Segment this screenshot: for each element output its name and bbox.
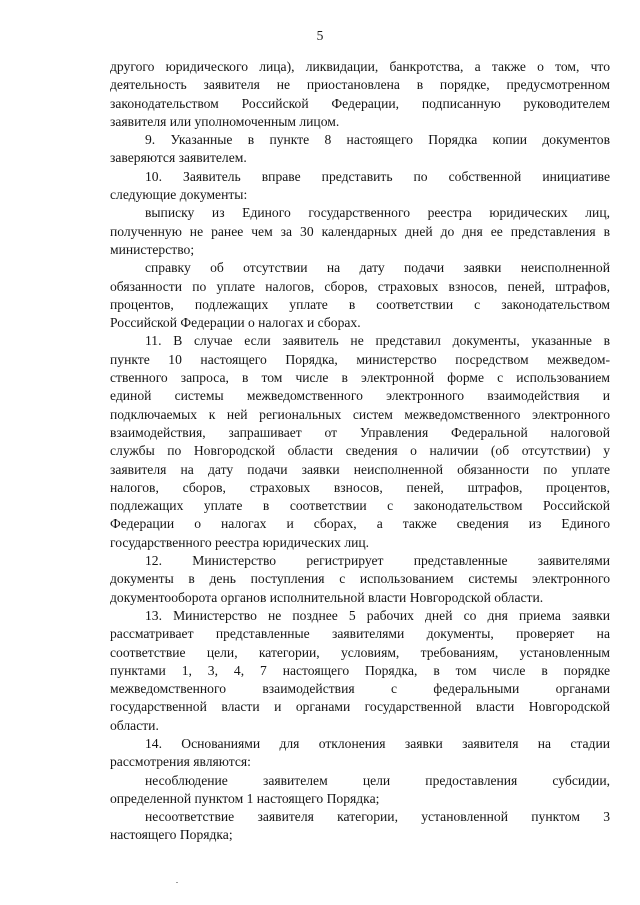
text-line: справку об отсутствии на дату подачи заявки неисполненной [145,260,610,276]
text-line: заявителя на дату подачи заявки неисполненной обязанности по уплате [110,461,610,477]
text-line: ственного запроса, в том числе в электронной форме с использованием [110,370,610,386]
text-line: подлежащих уплате в соответствии с законодательством Российской [110,498,610,514]
text-line: взаимодействия, запрашивает от Управления Федеральной налоговой [110,424,610,440]
text-line: подключаемых к ней региональных систем межведомственного электронного [110,406,610,422]
text-line: межведомственного взаимодействия с федеральными органами [110,681,610,697]
text-line: государственного реестра юридических лиц. [110,534,370,550]
text-line: рассмотрения являются: [110,754,251,770]
text-line: 13. Министерство не позднее 5 рабочих дней со дня приема заявки [145,607,610,623]
text-line: Российской Федерации о налогах и сборах. [110,315,361,331]
text-line: настоящего Порядка; [110,827,233,843]
text-line: соответствие цели, категории, условиям, требованиям, установленным [110,644,610,660]
text-line: процентов, подлежащих уплате в соответствии с законодательством [110,296,610,312]
text-line: налогов, сборов, страховых взносов, пеней, штрафов, процентов, [110,479,610,495]
text-line: заявителя или уполномоченным лицом. [110,113,340,129]
text-line: пункте 10 настоящего Порядка, министерство посредством межведом- [110,351,610,367]
text-line: службы по Новгородской области сведения о наличии (об отсутствии) у [110,443,610,459]
text-line: пунктами 1, 3, 4, 7 настоящего Порядка, в том числе в порядке [110,662,610,678]
text-line: Федерации о налогах и сборах, а также сведения из Единого [110,516,610,532]
text-line: области. [110,717,159,733]
text-line: законодательством Российской Федерации, подписанную руководителем [110,95,610,111]
text-line: 9. Указанные в пункте 8 настоящего Порядка копии документов [145,132,610,148]
page-number: 5 [316,28,324,43]
text-line: заверяются заявителем. [110,150,247,166]
text-line: обязанности по уплате налогов, сборов, страховых взносов, пеней, штрафов, [110,278,610,294]
text-line: несоответствие заявителя категории, установленной пунктом 3 [145,809,610,825]
text-line: 14. Основаниями для отклонения заявки заявителя на стадии [145,735,610,751]
text-line: документы в день поступления с использованием системы электронного [110,571,610,587]
text-line: определенной пунктом 1 настоящего Порядка; [110,790,380,806]
text-line: рассматривает представленные заявителями документы, проверяет на [110,626,610,642]
text-line: деятельность заявителя не приостановлена в порядке, предусмотренном [110,77,610,93]
text-line: государственной власти и органами государственной власти Новгородской [110,699,610,715]
text-line: 10. Заявитель вправе представить по собственной инициативе [145,168,610,184]
document-body [110,58,610,845]
text-line: единой системы межведомственного электронного взаимодействия и [110,388,610,404]
text-line: документооборота органов исполнительной власти Новгородской области. [110,589,544,605]
text-line: другого юридического лица), ликвидации, банкротства, а также о том, что [110,59,610,74]
text-line: 11. В случае если заявитель не представил документы, указанные в [145,333,610,349]
text-line: министерство; [110,241,195,257]
text-line: следующие документы: [110,187,248,203]
text-line: 12. Министерство регистрирует представленные заявителями [145,553,610,569]
text-line: полученную не ранее чем за 30 календарных дней до дня ее представления в [110,223,610,239]
scan-speck [176,882,178,883]
text-line: несоблюдение заявителем цели предоставления субсидии, [145,772,610,788]
text-line: выписку из Единого государственного реестра юридических лиц, [145,205,610,221]
